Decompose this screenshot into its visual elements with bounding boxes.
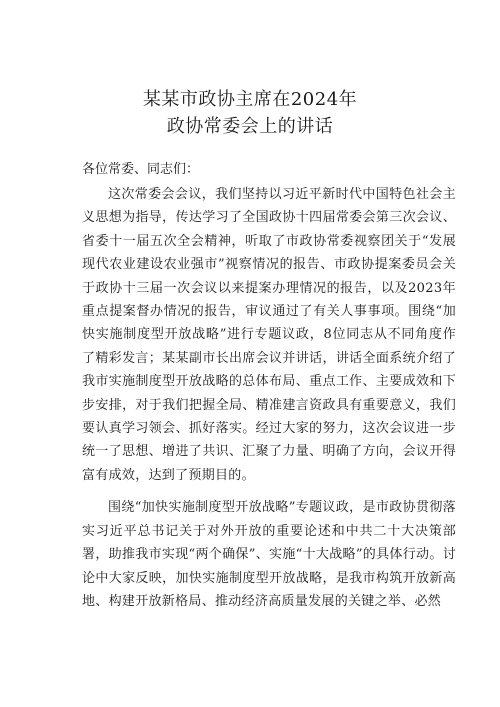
title-line-2: 政协常委会上的讲话	[166, 116, 334, 137]
salutation: 各位常委、同志们：	[82, 162, 200, 177]
paragraph-1: 这次常委会会议，我们坚持以习近平新时代中国特色社会主义思想为指导，传达学习了全国政协十四届常委会第三次会议、省委十一届五次全会精神，听取了市政协常委视察团关于“发展现代农业建设农业强市”视察情况的报告、市政协提案委员会关于政协十三届一次会议以来提案办理情况的报告，以及2023年重点提案督办情况的报告，审议通过了有关人事事项。围绕“加快实施制度型开放战略”进行专题议政，8位同志从不同角度作了精彩发言；某某副市长出席会议并讲话，讲话全面系统介绍了我市实施制度型开放战略的总体布局、重点工作、主要成效和下步安排，对于我们把握全局、精准建言资政具有重要意义，我们要认真学习领会、抓好落实。经过大家的努力，这次会议进一步统一了思想、增进了共识、汇聚了力量、明确了方向，会议开得富有成效，达到了预期目的。	[82, 187, 456, 483]
document-title	[0, 86, 500, 140]
paragraph-2: 围绕“加快实施制度型开放战略”专题议政，是市政协贯彻落实习近平总书记关于对外开放的重要论述和中共二十大决策部署，助推我市实现“两个确保”、实施“十大战略”的具体行动。讨论中大家反映，加快实施制度型开放战略，是我市构筑开放新高地、构建开放新格局、推动经济高质量发展的关键之举、必然	[82, 500, 456, 609]
body-text	[82, 183, 456, 622]
title-line-1: 某某市政协主席在2024年	[142, 89, 358, 110]
